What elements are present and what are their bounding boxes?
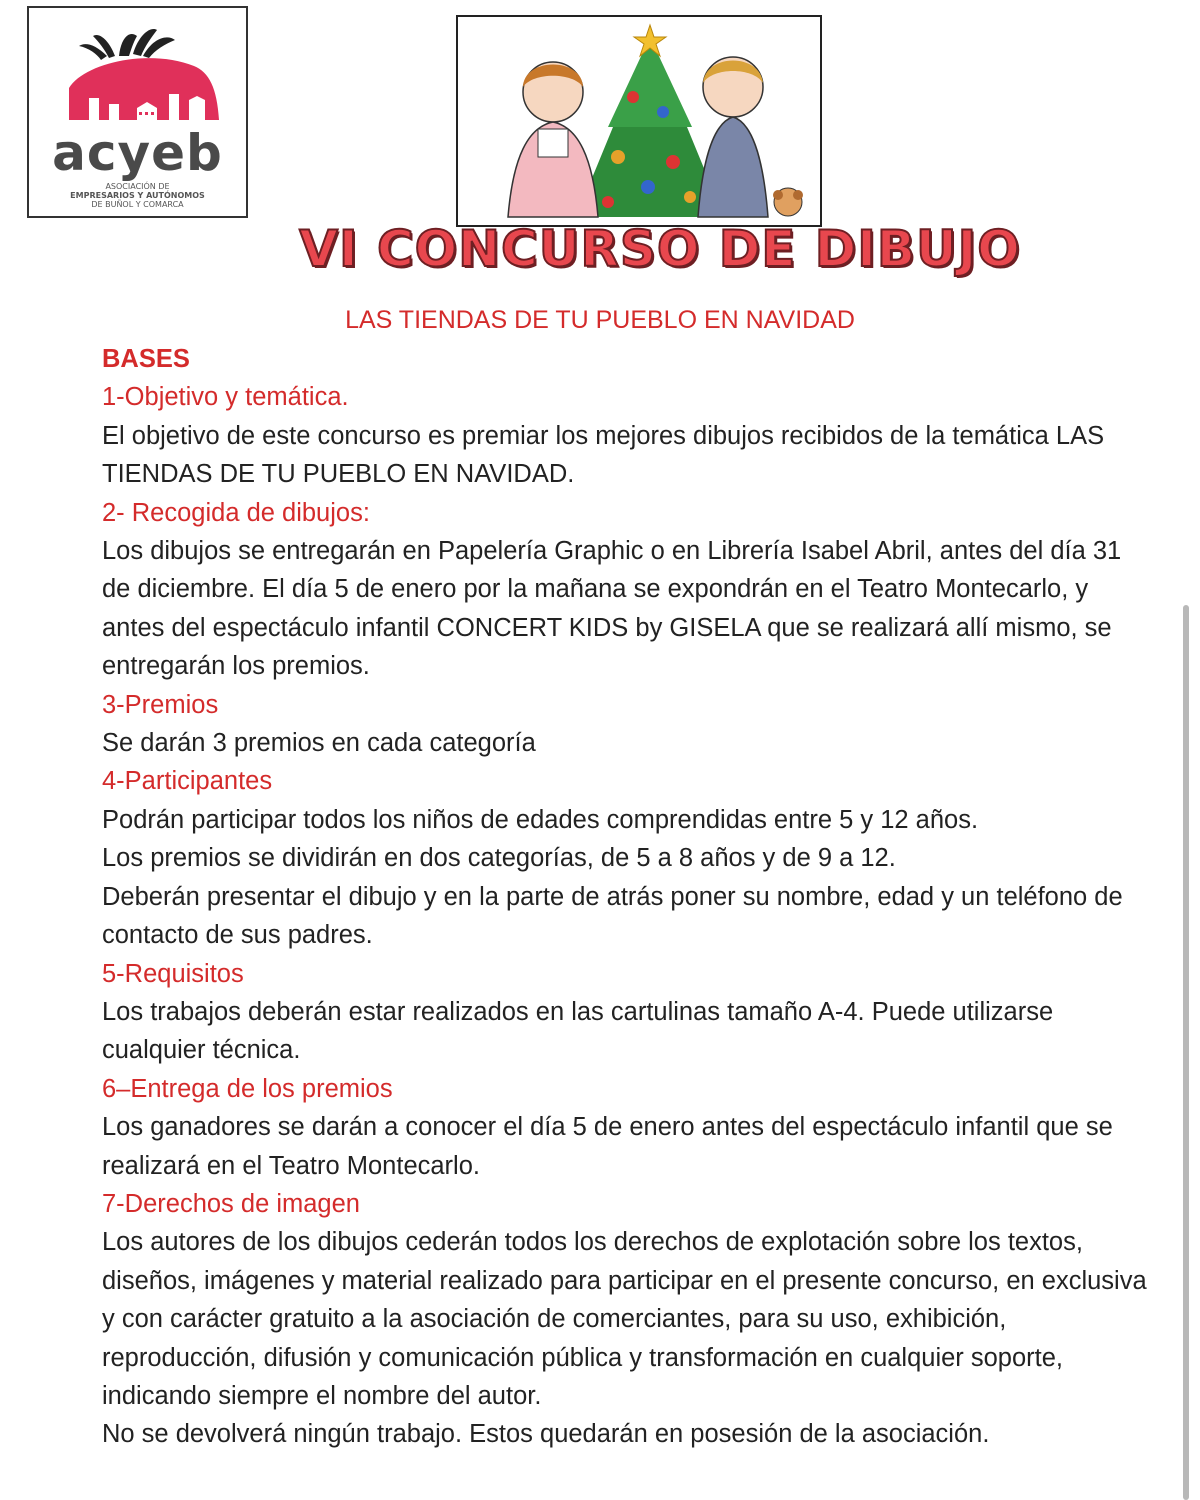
christmas-illustration <box>456 15 822 227</box>
section-paragraph: Los autores de los dibujos cederán todos los derechos de explotación sobre los textos, diseños, imágenes y material realizado para participar en el presente concurso, en exclusiva y con carácter gratuito a la asociación de comerciantes, para su uso, exhibición, reproducción, difusión y comunicación pública y transformación en cualquier soporte, indicando siempre el nombre del autor. <box>102 1228 1147 1410</box>
section-heading: 3-Premios <box>102 690 219 719</box>
section-paragraph: Los trabajos deberán estar realizados en las cartulinas tamaño A-4. Puede utilizarse cualquier técnica. <box>102 997 1054 1065</box>
logo-wordmark: acyeb <box>52 124 223 182</box>
section-heading: 1-Objetivo y temática. <box>102 383 349 412</box>
section-paragraph: Se darán 3 premios en cada categoría <box>102 729 536 758</box>
section-heading: 5-Requisitos <box>102 959 244 988</box>
section-paragraph: Los premios se dividirán en dos categorías, de 5 a 8 años y de 9 a 12. <box>102 844 896 873</box>
section-paragraph: Los ganadores se darán a conocer el día 5 de enero antes del espectáculo infantil que se realizará en el Teatro Montecarlo. <box>102 1113 1113 1180</box>
section-heading: 6–Entrega de los premios <box>102 1074 393 1103</box>
section-paragraph: Deberán presentar el dibujo y en la parte de atrás poner su nombre, edad y un teléfono de contacto de sus padres. <box>102 882 1123 950</box>
section-paragraph: Podrán participar todos los niños de edades comprendidas entre 5 y 12 años. <box>102 805 979 834</box>
bases-heading: BASES <box>102 345 190 373</box>
section-heading: 4-Participantes <box>102 767 273 796</box>
christmas-tree-children-icon <box>458 17 820 225</box>
section-paragraph: No se devolverá ningún trabajo. Estos quedarán en posesión de la asociación. <box>102 1420 990 1449</box>
section-heading: 7-Derechos de imagen <box>102 1189 360 1218</box>
page-title: VI CONCURSO DE DIBUJO <box>299 220 1021 278</box>
section-heading: 2- Recogida de dibujos: <box>102 498 370 527</box>
acyeb-logo <box>27 6 248 218</box>
section-paragraph: El objetivo de este concurso es premiar los mejores dibujos recibidos de la temática LAS TIENDAS DE TU PUEBLO EN NAVIDAD. <box>102 421 1105 489</box>
logo-subtitle-line2: EMPRESARIOS Y AUTÓNOMOS <box>70 191 205 200</box>
logo-subtitle-line1: ASOCIACIÓN DE <box>105 182 170 191</box>
logo-subtitle-line3: DE BUÑOL Y COMARCA <box>91 200 184 209</box>
rules-content <box>102 340 1152 1454</box>
page-subtitle: LAS TIENDAS DE TU PUEBLO EN NAVIDAD <box>345 306 855 334</box>
vertical-scrollbar[interactable] <box>1183 605 1189 1500</box>
section-paragraph: Los dibujos se entregarán en Papelería Graphic o en Librería Isabel Abril, antes del día 31 de diciembre. El día 5 de enero por la mañana se expondrán en el Teatro Montecarlo, y antes del espectáculo infantil CONCERT KIDS by GISELA que se realizará allí mismo, se entregarán los premios. <box>102 537 1122 681</box>
